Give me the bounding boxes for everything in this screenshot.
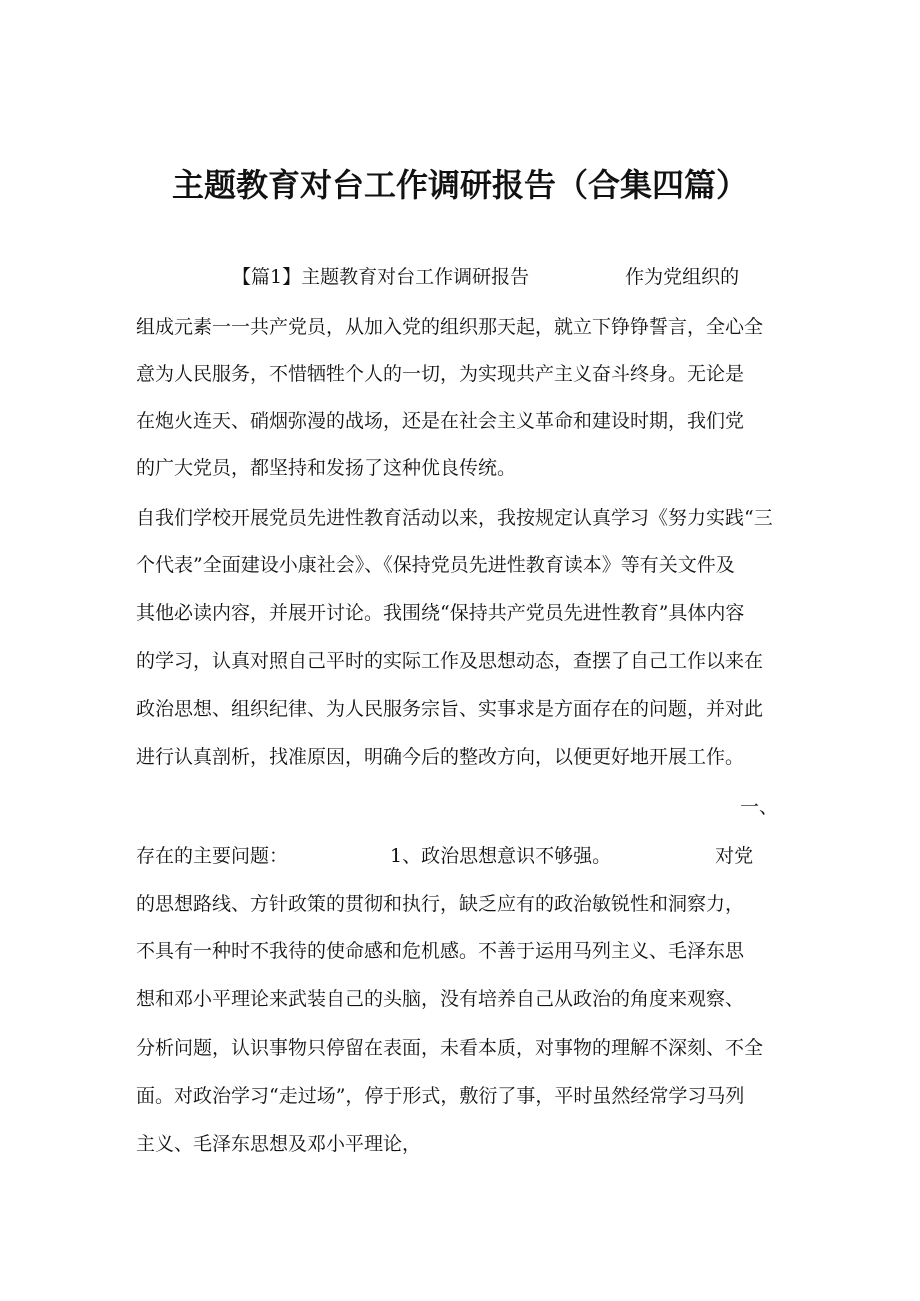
paragraph2-line-2: 个代表”全面建设小康社会》、《保持党员先进性教育读本》等有关文件及 [136, 554, 735, 576]
paragraph1-line-4: 的广大党员，都坚持和发扬了这种优良传统。 [136, 457, 517, 479]
paragraph3-line-4: 分析问题，认识事物只停留在表面，未看本质，对事物的理解不深刻、不全 [136, 1037, 764, 1059]
paragraph2-line-3: 其他必读内容，并展开讨论。我围绕“保持共产党员先进性教育”具体内容 [136, 602, 745, 624]
paragraph3-line-6: 主义、毛泽东思想及邓小平理论， [136, 1133, 422, 1155]
paragraph2-line-1: 自我们学校开展党员先进性教育活动以来，我按规定认真学习《努力实践“三 [136, 507, 773, 529]
article-label: 【篇1】主题教育对台工作调研报告 [232, 266, 530, 288]
paragraph3-line-3: 想和邓小平理论来武装自己的头脑，没有培养自己从政治的角度来观察、 [136, 988, 745, 1010]
paragraph1-line-2: 意为人民服务，不惜牺牲个人的一切，为实现共产主义奋斗终身。无论是 [136, 363, 745, 385]
paragraph2-line-5: 政治思想、组织纪律、为人民服务宗旨、实事求是方面存在的问题，并对此 [136, 698, 764, 720]
heading-line [232, 264, 752, 290]
section-item: 1、政治思想意识不够强。 [390, 845, 612, 867]
section-tail: 对党 [715, 845, 754, 867]
paragraph2-line-6: 进行认真剖析，找准原因，明确今后的整改方向，以便更好地开展工作。 [136, 746, 745, 768]
section-line [136, 843, 796, 869]
section-number: 一、 [740, 796, 779, 818]
paragraph2-line-4: 的学习，认真对照自己平时的实际工作及思想动态，查摆了自己工作以来在 [136, 650, 764, 672]
paragraph1-line-3: 在炮火连天、硝烟弥漫的战场，还是在社会主义革命和建设时期，我们党 [136, 410, 745, 432]
section-heading: 存在的主要问题： [136, 845, 289, 867]
paragraph3-line-5: 面。对政治学习“走过场”，停于形式，敷衍了事，平时虽然经常学习马列 [136, 1085, 745, 1107]
heading-continuation: 作为党组织的 [625, 266, 740, 288]
document-title: 主题教育对台工作调研报告（合集四篇） [171, 166, 748, 204]
paragraph1-line-1: 组成元素一一共产党员，从加入党的组织那天起，就立下铮铮誓言，全心全 [136, 316, 764, 338]
paragraph3-line-1: 的思想路线、方针政策的贯彻和执行，缺乏应有的政治敏锐性和洞察力， [136, 893, 745, 915]
paragraph3-line-2: 不具有一种时不我待的使命感和危机感。不善于运用马列主义、毛泽东思 [136, 940, 745, 962]
